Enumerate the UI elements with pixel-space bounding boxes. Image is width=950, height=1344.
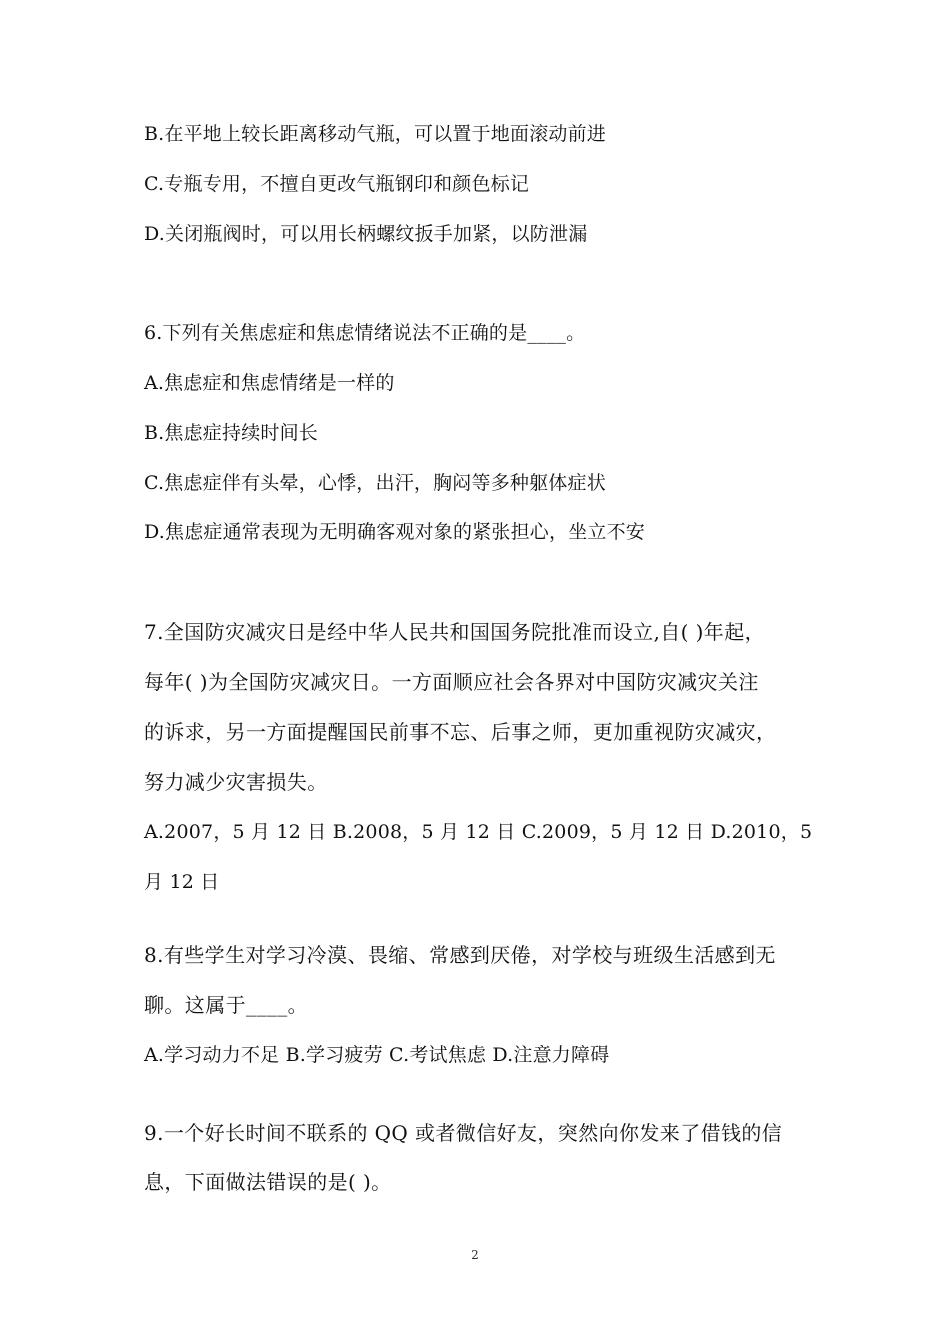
q8-stem-line-2: 聊。这属于____。 [144,993,308,1017]
q5-option-c: C.专瓶专用，不擅自更改气瓶钢印和颜色标记 [144,173,530,195]
q5-option-d: D.关闭瓶阀时，可以用长柄螺纹扳手加紧，以防泄漏 [144,223,588,245]
q7-stem-line-3: 的诉求，另一方面提醒国民前事不忘、后事之师，更加重视防灾减灾， [144,720,777,744]
page-number: 2 [471,1248,479,1262]
q6-stem: 6.下列有关焦虑症和焦虑情绪说法不正确的是____。 [144,322,586,344]
q9-stem-line-1: 9.一个好长时间不联系的 QQ 或者微信好友，突然向你发来了借钱的信 [144,1121,783,1145]
q6-option-b: B.焦虑症持续时间长 [144,422,319,444]
q7-stem-line-4: 努力减少灾害损失。 [144,770,328,794]
q6-option-a: A.焦虑症和焦虑情绪是一样的 [144,372,395,394]
q6-option-d: D.焦虑症通常表现为无明确客观对象的紧张担心，坐立不安 [144,521,645,543]
q7-stem-line-2: 每年( )为全国防灾减灾日。一方面顺应社会各界对中国防灾减灾关注 [144,670,759,694]
q7-options-line-2: 月 12 日 [144,871,220,893]
q6-option-c: C.焦虑症伴有头晕，心悸，出汗，胸闷等多种躯体症状 [144,472,606,494]
q7-options-line-1: A.2007，5 月 12 日 B.2008，5 月 12 日 C.2009，5 月 12 日 D.2010，5 [144,821,813,843]
q8-options: A.学习动力不足 B.学习疲劳 C.考试焦虑 D.注意力障碍 [144,1044,610,1066]
q5-option-b: B.在平地上较长距离移动气瓶，可以置于地面滚动前进 [144,123,607,145]
q9-stem-line-2: 息，下面做法错误的是( )。 [144,1170,392,1194]
q7-stem-line-1: 7.全国防灾减灾日是经中华人民共和国国务院批准而设立,自( )年起， [144,620,766,644]
q8-stem-line-1: 8.有些学生对学习冷漠、畏缩、常感到厌倦，对学校与班级生活感到无 [144,943,776,967]
